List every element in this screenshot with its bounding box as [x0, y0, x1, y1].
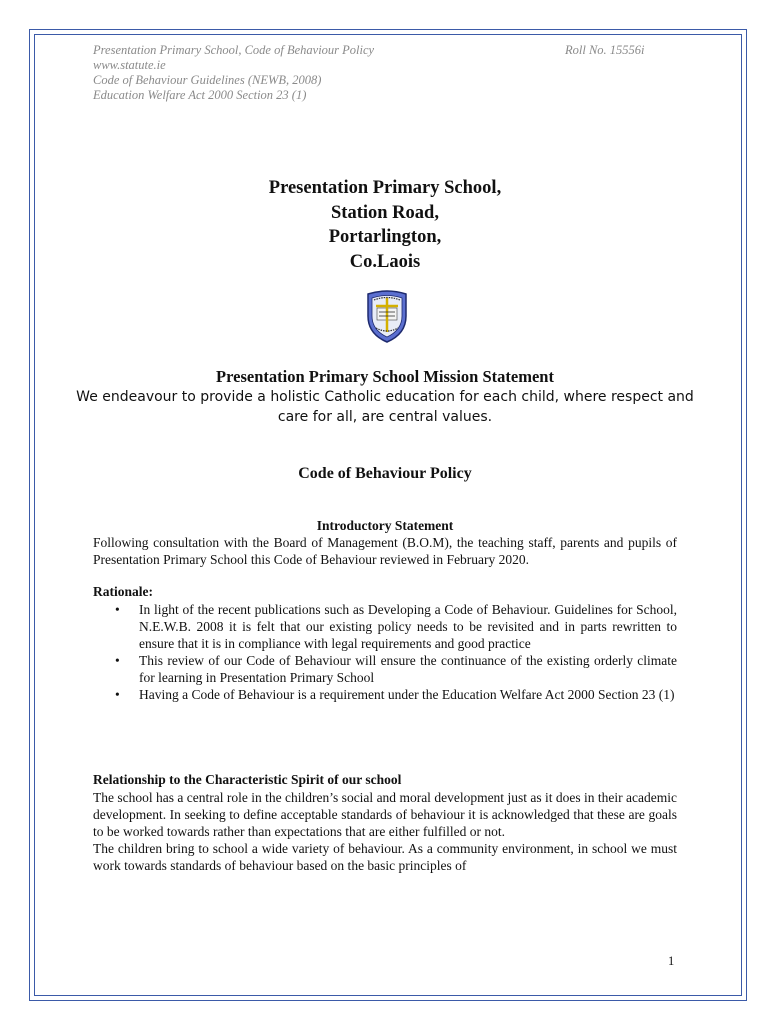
intro-heading: Introductory Statement	[316, 518, 454, 533]
bullet-icon: •	[115, 653, 120, 668]
list-item-text: This review of our Code of Behaviour will ensure the continuance of the existing orderly climate for learning in Presentation Primary School	[139, 653, 677, 685]
bullet-icon: •	[115, 687, 120, 702]
school-address	[0, 176, 770, 274]
bullet-icon: •	[115, 602, 120, 617]
school-crest-logo	[364, 288, 410, 344]
rationale-heading: Rationale:	[93, 584, 153, 599]
page-number: 1	[668, 954, 675, 968]
header-line: Presentation Primary School, Code of Behaviour Policy	[93, 43, 375, 57]
address-line: Co.Laois	[349, 251, 421, 272]
header-line: Code of Behaviour Guidelines (NEWB, 2008)	[93, 73, 322, 87]
list-item	[93, 686, 677, 703]
running-header	[93, 43, 374, 103]
list-item-text: In light of the recent publications such as Developing a Code of Behaviour. Guidelines for School, N.E.W.B. 2008 it is felt that our existing policy needs to be revisited and in parts rewritten to ensure that it is in compliance with legal requirements and good practice	[139, 602, 677, 651]
relationship-text	[93, 789, 677, 874]
list-item	[93, 652, 677, 686]
list-item	[93, 601, 677, 652]
roll-number: Roll No. 15556i	[565, 43, 645, 57]
address-line: Portarlington,	[328, 227, 442, 247]
header-line: www.statute.ie	[93, 58, 166, 72]
mission-title: Presentation Primary School Mission Statement	[216, 367, 554, 386]
mission-statement: We endeavour to provide a holistic Catholic education for each child, where respect and care for all, are central values.	[76, 389, 694, 425]
list-item-text: Having a Code of Behaviour is a requirement under the Education Welfare Act 2000 Section 23 (1)	[139, 687, 675, 702]
rationale-list	[93, 601, 677, 703]
paragraph: The children bring to school a wide variety of behaviour. As a community environment, in school we must work towards standards of behaviour based on the basic principles of	[93, 841, 677, 873]
header-line: Education Welfare Act 2000 Section 23 (1)	[93, 88, 307, 102]
policy-title: Code of Behaviour Policy	[298, 465, 472, 482]
address-line: Presentation Primary School,	[268, 178, 502, 198]
intro-text: Following consultation with the Board of Management (B.O.M), the teaching staff, parents and pupils of Presentation Primary School this Code of Behaviour reviewed in February 2020.	[93, 535, 677, 567]
paragraph: The school has a central role in the children’s social and moral development just as it does in their academic development. In seeking to define acceptable standards of behaviour it is acknowledged that these are goals to be worked towards rather than expectations that are either fulfilled or not.	[93, 790, 677, 839]
relationship-heading: Relationship to the Characteristic Spirit of our school	[93, 772, 402, 787]
address-line: Station Road,	[331, 202, 439, 223]
